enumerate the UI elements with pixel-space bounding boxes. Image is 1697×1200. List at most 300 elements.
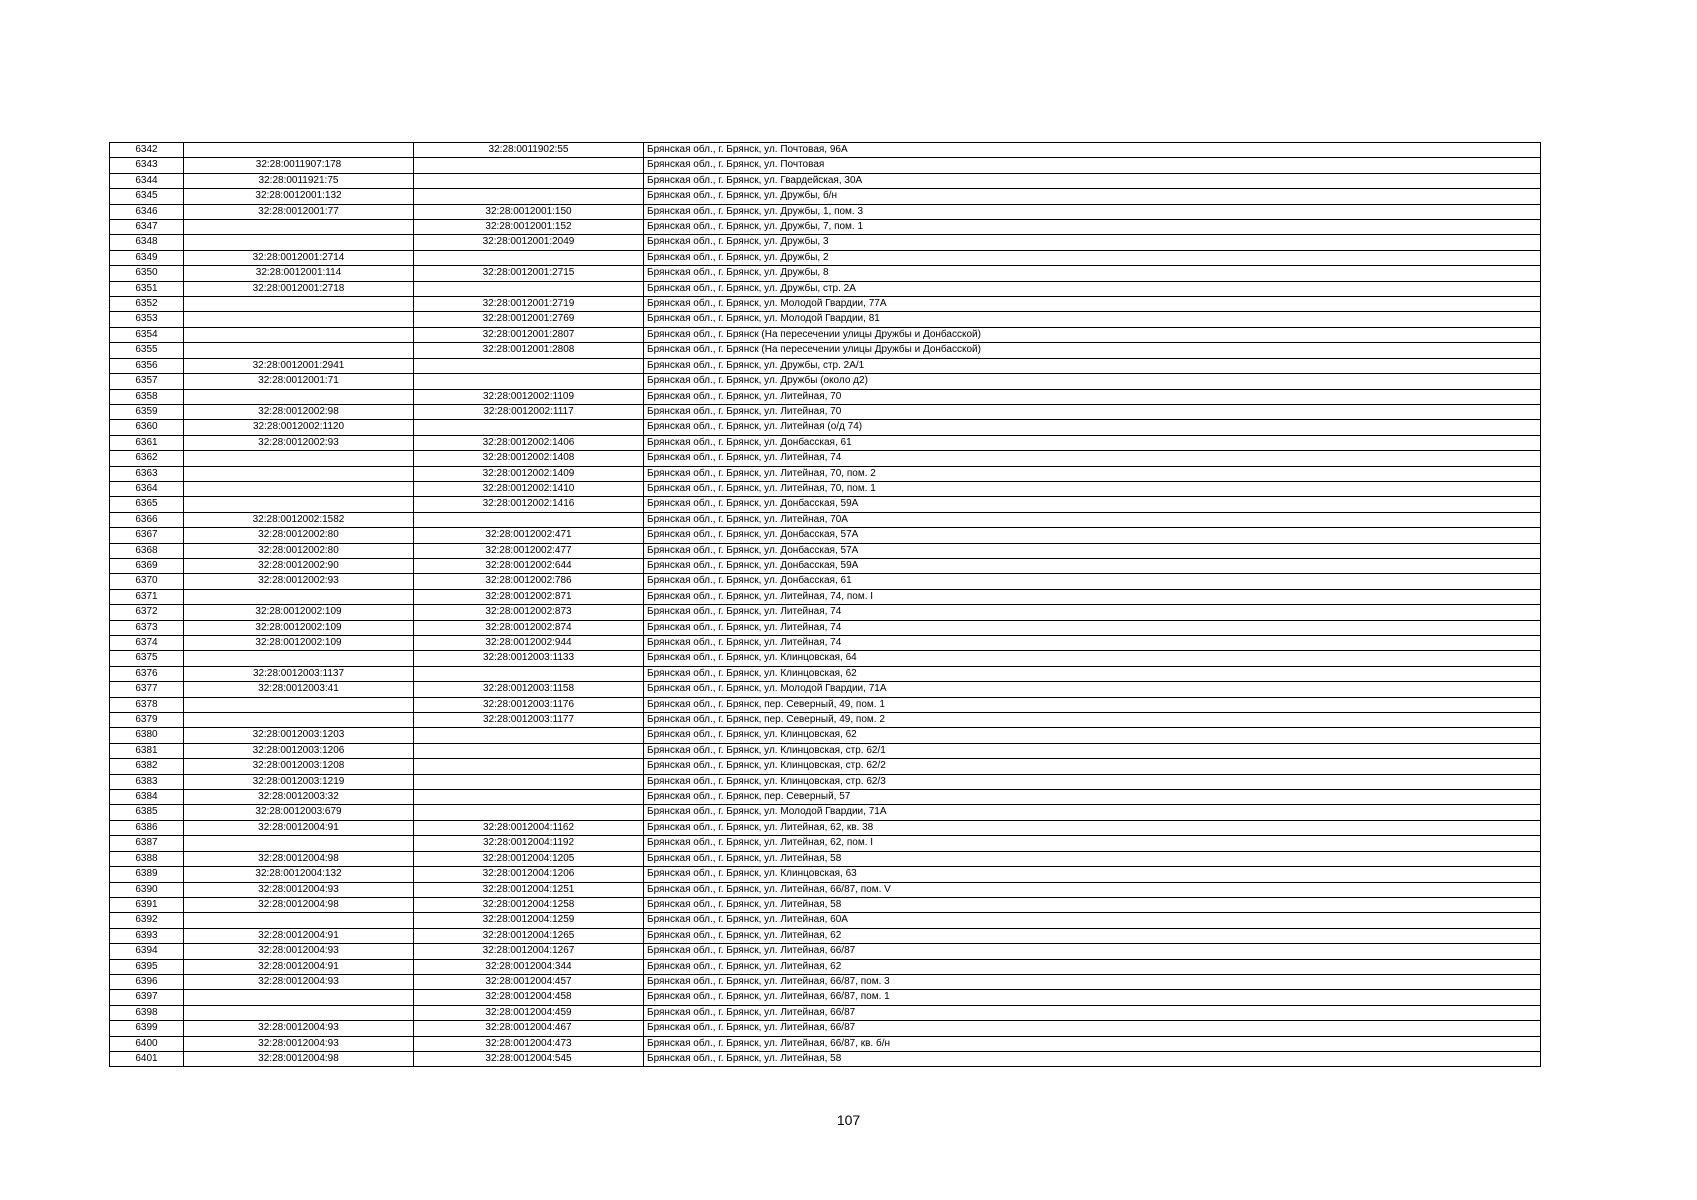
object-cadastral-number-cell: 32:28:0012002:1409 — [414, 466, 644, 481]
row-number-cell: 6372 — [110, 605, 184, 620]
address-cell: Брянская обл., г. Брянск, ул. Молодой Гвардии, 71А — [644, 682, 1541, 697]
land-cadastral-number-cell: 32:28:0012003:1219 — [184, 774, 414, 789]
address-cell: Брянская обл., г. Брянск, ул. Дружбы, 1, пом. 3 — [644, 204, 1541, 219]
table-row — [110, 374, 1541, 389]
land-cadastral-number-cell — [184, 990, 414, 1005]
row-number-cell: 6364 — [110, 481, 184, 496]
row-number-cell: 6369 — [110, 558, 184, 573]
table-row — [110, 297, 1541, 312]
address-cell: Брянская обл., г. Брянск, ул. Литейная, 70, пом. 1 — [644, 481, 1541, 496]
land-cadastral-number-cell — [184, 836, 414, 851]
address-cell: Брянская обл., г. Брянск, ул. Клинцовская, 64 — [644, 651, 1541, 666]
address-cell: Брянская обл., г. Брянск, ул. Дружбы, б/н — [644, 189, 1541, 204]
table-row — [110, 497, 1541, 512]
address-cell: Брянская обл., г. Брянск, ул. Клинцовская, 62 — [644, 728, 1541, 743]
address-cell: Брянская обл., г. Брянск, ул. Молодой Гвардии, 71А — [644, 805, 1541, 820]
land-cadastral-number-cell: 32:28:0012003:1208 — [184, 759, 414, 774]
land-cadastral-number-cell: 32:28:0012004:98 — [184, 897, 414, 912]
land-cadastral-number-cell: 32:28:0012002:93 — [184, 435, 414, 450]
address-cell: Брянская обл., г. Брянск, ул. Донбасская, 59А — [644, 497, 1541, 512]
address-cell: Брянская обл., г. Брянск, пер. Северный, 49, пом. 1 — [644, 697, 1541, 712]
object-cadastral-number-cell: 32:28:0012002:1416 — [414, 497, 644, 512]
address-cell: Брянская обл., г. Брянск, ул. Донбасская, 59А — [644, 558, 1541, 573]
row-number-cell: 6349 — [110, 250, 184, 265]
table-row — [110, 620, 1541, 635]
address-cell: Брянская обл., г. Брянск, ул. Почтовая — [644, 158, 1541, 173]
address-cell: Брянская обл., г. Брянск (На пересечении улицы Дружбы и Донбасской) — [644, 327, 1541, 342]
land-cadastral-number-cell: 32:28:0012004:132 — [184, 867, 414, 882]
table-row — [110, 266, 1541, 281]
land-cadastral-number-cell — [184, 143, 414, 158]
address-cell: Брянская обл., г. Брянск, ул. Литейная, 74 — [644, 605, 1541, 620]
land-cadastral-number-cell: 32:28:0012001:2714 — [184, 250, 414, 265]
land-cadastral-number-cell: 32:28:0012001:2941 — [184, 358, 414, 373]
address-cell: Брянская обл., г. Брянск, ул. Клинцовская, 62 — [644, 666, 1541, 681]
address-cell: Брянская обл., г. Брянск, ул. Литейная, 60А — [644, 913, 1541, 928]
table-row — [110, 158, 1541, 173]
address-cell: Брянская обл., г. Брянск, ул. Литейная, 62 — [644, 959, 1541, 974]
object-cadastral-number-cell: 32:28:0012002:1109 — [414, 389, 644, 404]
address-cell: Брянская обл., г. Брянск, ул. Дружбы, стр. 2А/1 — [644, 358, 1541, 373]
table-row — [110, 389, 1541, 404]
row-number-cell: 6380 — [110, 728, 184, 743]
object-cadastral-number-cell — [414, 666, 644, 681]
row-number-cell: 6352 — [110, 297, 184, 312]
land-cadastral-number-cell — [184, 312, 414, 327]
table-row — [110, 882, 1541, 897]
table-row — [110, 944, 1541, 959]
row-number-cell: 6348 — [110, 235, 184, 250]
table-row — [110, 636, 1541, 651]
row-number-cell: 6393 — [110, 928, 184, 943]
land-cadastral-number-cell: 32:28:0012003:1206 — [184, 743, 414, 758]
row-number-cell: 6356 — [110, 358, 184, 373]
row-number-cell: 6387 — [110, 836, 184, 851]
object-cadastral-number-cell: 32:28:0012004:1205 — [414, 851, 644, 866]
object-cadastral-number-cell — [414, 189, 644, 204]
object-cadastral-number-cell: 32:28:0012004:1206 — [414, 867, 644, 882]
table-row — [110, 220, 1541, 235]
table-row — [110, 343, 1541, 358]
table-row — [110, 250, 1541, 265]
land-cadastral-number-cell: 32:28:0012004:93 — [184, 974, 414, 989]
address-cell: Брянская обл., г. Брянск, ул. Литейная, 66/87, пом. V — [644, 882, 1541, 897]
row-number-cell: 6351 — [110, 281, 184, 296]
row-number-cell: 6398 — [110, 1005, 184, 1020]
land-cadastral-number-cell — [184, 697, 414, 712]
row-number-cell: 6390 — [110, 882, 184, 897]
object-cadastral-number-cell: 32:28:0012004:1162 — [414, 820, 644, 835]
row-number-cell: 6342 — [110, 143, 184, 158]
row-number-cell: 6394 — [110, 944, 184, 959]
land-cadastral-number-cell: 32:28:0012001:2718 — [184, 281, 414, 296]
address-cell: Брянская обл., г. Брянск, ул. Литейная, 62, пом. I — [644, 836, 1541, 851]
table-row — [110, 851, 1541, 866]
address-cell: Брянская обл., г. Брянск, ул. Литейная, 74, пом. I — [644, 589, 1541, 604]
land-cadastral-number-cell: 32:28:0012004:91 — [184, 820, 414, 835]
land-cadastral-number-cell — [184, 235, 414, 250]
object-cadastral-number-cell — [414, 512, 644, 527]
table-row — [110, 204, 1541, 219]
address-cell: Брянская обл., г. Брянск, ул. Дружбы, 7, пом. 1 — [644, 220, 1541, 235]
table-row — [110, 327, 1541, 342]
object-cadastral-number-cell: 32:28:0012004:1259 — [414, 913, 644, 928]
table-row — [110, 358, 1541, 373]
land-cadastral-number-cell: 32:28:0012002:109 — [184, 620, 414, 635]
object-cadastral-number-cell: 32:28:0012002:871 — [414, 589, 644, 604]
address-cell: Брянская обл., г. Брянск, ул. Литейная, 66/87, кв. б/н — [644, 1036, 1541, 1051]
object-cadastral-number-cell — [414, 281, 644, 296]
row-number-cell: 6362 — [110, 451, 184, 466]
address-cell: Брянская обл., г. Брянск, ул. Клинцовская, 63 — [644, 867, 1541, 882]
object-cadastral-number-cell — [414, 774, 644, 789]
row-number-cell: 6358 — [110, 389, 184, 404]
object-cadastral-number-cell — [414, 728, 644, 743]
land-cadastral-number-cell: 32:28:0012004:91 — [184, 959, 414, 974]
object-cadastral-number-cell — [414, 374, 644, 389]
table-row — [110, 897, 1541, 912]
land-cadastral-number-cell — [184, 327, 414, 342]
object-cadastral-number-cell: 32:28:0012004:545 — [414, 1051, 644, 1066]
object-cadastral-number-cell: 32:28:0012001:2715 — [414, 266, 644, 281]
object-cadastral-number-cell: 32:28:0012002:944 — [414, 636, 644, 651]
land-cadastral-number-cell — [184, 497, 414, 512]
land-cadastral-number-cell: 32:28:0012001:114 — [184, 266, 414, 281]
row-number-cell: 6350 — [110, 266, 184, 281]
land-cadastral-number-cell — [184, 1005, 414, 1020]
land-cadastral-number-cell: 32:28:0012004:93 — [184, 882, 414, 897]
land-cadastral-number-cell: 32:28:0012002:1120 — [184, 420, 414, 435]
address-cell: Брянская обл., г. Брянск, ул. Молодой Гвардии, 81 — [644, 312, 1541, 327]
row-number-cell: 6345 — [110, 189, 184, 204]
row-number-cell: 6396 — [110, 974, 184, 989]
table-row — [110, 867, 1541, 882]
row-number-cell: 6384 — [110, 790, 184, 805]
object-cadastral-number-cell: 32:28:0012004:1265 — [414, 928, 644, 943]
land-cadastral-number-cell — [184, 466, 414, 481]
table-row — [110, 281, 1541, 296]
table-row — [110, 543, 1541, 558]
row-number-cell: 6381 — [110, 743, 184, 758]
land-cadastral-number-cell: 32:28:0011907:178 — [184, 158, 414, 173]
row-number-cell: 6359 — [110, 404, 184, 419]
table-row — [110, 420, 1541, 435]
object-cadastral-number-cell: 32:28:0012002:873 — [414, 605, 644, 620]
row-number-cell: 6346 — [110, 204, 184, 219]
table-row — [110, 836, 1541, 851]
object-cadastral-number-cell: 32:28:0012001:2807 — [414, 327, 644, 342]
table-row — [110, 558, 1541, 573]
registry-sheet — [109, 142, 1541, 1067]
table-row — [110, 404, 1541, 419]
land-cadastral-number-cell — [184, 589, 414, 604]
registry-table-body — [110, 143, 1541, 1067]
object-cadastral-number-cell: 32:28:0012004:1267 — [414, 944, 644, 959]
table-row — [110, 728, 1541, 743]
address-cell: Брянская обл., г. Брянск, пер. Северный, 49, пом. 2 — [644, 713, 1541, 728]
address-cell: Брянская обл., г. Брянск, ул. Клинцовская, стр. 62/1 — [644, 743, 1541, 758]
object-cadastral-number-cell: 32:28:0012004:1251 — [414, 882, 644, 897]
address-cell: Брянская обл., г. Брянск, ул. Донбасская, 57А — [644, 543, 1541, 558]
land-cadastral-number-cell: 32:28:0012004:98 — [184, 851, 414, 866]
row-number-cell: 6374 — [110, 636, 184, 651]
address-cell: Брянская обл., г. Брянск, ул. Литейная, 70, пом. 2 — [644, 466, 1541, 481]
table-row — [110, 528, 1541, 543]
row-number-cell: 6357 — [110, 374, 184, 389]
object-cadastral-number-cell — [414, 250, 644, 265]
table-row — [110, 1021, 1541, 1036]
land-cadastral-number-cell: 32:28:0012003:41 — [184, 682, 414, 697]
land-cadastral-number-cell — [184, 913, 414, 928]
address-cell: Брянская обл., г. Брянск, ул. Литейная, 66/87, пом. 3 — [644, 974, 1541, 989]
object-cadastral-number-cell: 32:28:0012002:644 — [414, 558, 644, 573]
row-number-cell: 6360 — [110, 420, 184, 435]
land-cadastral-number-cell: 32:28:0012004:93 — [184, 1021, 414, 1036]
object-cadastral-number-cell: 32:28:0012001:2719 — [414, 297, 644, 312]
address-cell: Брянская обл., г. Брянск, ул. Литейная, 66/87 — [644, 1005, 1541, 1020]
table-row — [110, 466, 1541, 481]
address-cell: Брянская обл., г. Брянск, ул. Донбасская, 61 — [644, 435, 1541, 450]
address-cell: Брянская обл., г. Брянск, ул. Литейная, 70 — [644, 404, 1541, 419]
table-row — [110, 774, 1541, 789]
address-cell: Брянская обл., г. Брянск, ул. Литейная, 66/87 — [644, 1021, 1541, 1036]
table-row — [110, 682, 1541, 697]
address-cell: Брянская обл., г. Брянск, ул. Литейная, 58 — [644, 1051, 1541, 1066]
row-number-cell: 6375 — [110, 651, 184, 666]
table-row — [110, 189, 1541, 204]
land-cadastral-number-cell — [184, 651, 414, 666]
address-cell: Брянская обл., г. Брянск, ул. Дружбы, 3 — [644, 235, 1541, 250]
object-cadastral-number-cell — [414, 158, 644, 173]
land-cadastral-number-cell: 32:28:0012003:1137 — [184, 666, 414, 681]
table-row — [110, 697, 1541, 712]
object-cadastral-number-cell: 32:28:0012002:1410 — [414, 481, 644, 496]
table-row — [110, 1051, 1541, 1066]
land-cadastral-number-cell: 32:28:0012003:1203 — [184, 728, 414, 743]
row-number-cell: 6392 — [110, 913, 184, 928]
land-cadastral-number-cell: 32:28:0012003:679 — [184, 805, 414, 820]
page-number: 107 — [836, 1112, 861, 1128]
row-number-cell: 6361 — [110, 435, 184, 450]
table-row — [110, 805, 1541, 820]
land-cadastral-number-cell: 32:28:0012002:90 — [184, 558, 414, 573]
land-cadastral-number-cell: 32:28:0012001:132 — [184, 189, 414, 204]
row-number-cell: 6401 — [110, 1051, 184, 1066]
registry-table — [109, 142, 1541, 1067]
object-cadastral-number-cell — [414, 759, 644, 774]
table-row — [110, 651, 1541, 666]
row-number-cell: 6383 — [110, 774, 184, 789]
address-cell: Брянская обл., г. Брянск, ул. Донбасская, 61 — [644, 574, 1541, 589]
address-cell: Брянская обл., г. Брянск, ул. Литейная, 58 — [644, 897, 1541, 912]
land-cadastral-number-cell: 32:28:0012004:93 — [184, 944, 414, 959]
row-number-cell: 6354 — [110, 327, 184, 342]
address-cell: Брянская обл., г. Брянск, ул. Дружбы, 8 — [644, 266, 1541, 281]
table-row — [110, 959, 1541, 974]
object-cadastral-number-cell: 32:28:0012003:1158 — [414, 682, 644, 697]
address-cell: Брянская обл., г. Брянск, ул. Молодой Гвардии, 77А — [644, 297, 1541, 312]
land-cadastral-number-cell — [184, 389, 414, 404]
address-cell: Брянская обл., г. Брянск, ул. Литейная, 70А — [644, 512, 1541, 527]
address-cell: Брянская обл., г. Брянск, ул. Литейная, 62 — [644, 928, 1541, 943]
row-number-cell: 6397 — [110, 990, 184, 1005]
object-cadastral-number-cell: 32:28:0012002:786 — [414, 574, 644, 589]
land-cadastral-number-cell — [184, 297, 414, 312]
object-cadastral-number-cell: 32:28:0012002:477 — [414, 543, 644, 558]
object-cadastral-number-cell: 32:28:0012004:1258 — [414, 897, 644, 912]
row-number-cell: 6395 — [110, 959, 184, 974]
row-number-cell: 6368 — [110, 543, 184, 558]
row-number-cell: 6377 — [110, 682, 184, 697]
object-cadastral-number-cell: 32:28:0012004:459 — [414, 1005, 644, 1020]
address-cell: Брянская обл., г. Брянск, ул. Литейная, 66/87, пом. 1 — [644, 990, 1541, 1005]
object-cadastral-number-cell — [414, 743, 644, 758]
land-cadastral-number-cell: 32:28:0012003:32 — [184, 790, 414, 805]
land-cadastral-number-cell — [184, 220, 414, 235]
land-cadastral-number-cell: 32:28:0012004:91 — [184, 928, 414, 943]
object-cadastral-number-cell — [414, 420, 644, 435]
row-number-cell: 6388 — [110, 851, 184, 866]
object-cadastral-number-cell — [414, 790, 644, 805]
row-number-cell: 6385 — [110, 805, 184, 820]
row-number-cell: 6373 — [110, 620, 184, 635]
row-number-cell: 6399 — [110, 1021, 184, 1036]
address-cell: Брянская обл., г. Брянск, ул. Донбасская, 57А — [644, 528, 1541, 543]
object-cadastral-number-cell: 32:28:0012002:874 — [414, 620, 644, 635]
land-cadastral-number-cell — [184, 343, 414, 358]
land-cadastral-number-cell: 32:28:0012001:77 — [184, 204, 414, 219]
row-number-cell: 6363 — [110, 466, 184, 481]
row-number-cell: 6400 — [110, 1036, 184, 1051]
object-cadastral-number-cell: 32:28:0012002:1408 — [414, 451, 644, 466]
row-number-cell: 6343 — [110, 158, 184, 173]
object-cadastral-number-cell — [414, 173, 644, 188]
table-row — [110, 666, 1541, 681]
object-cadastral-number-cell: 32:28:0012001:2808 — [414, 343, 644, 358]
table-row — [110, 312, 1541, 327]
land-cadastral-number-cell: 32:28:0012004:93 — [184, 1036, 414, 1051]
row-number-cell: 6378 — [110, 697, 184, 712]
address-cell: Брянская обл., г. Брянск, пер. Северный, 57 — [644, 790, 1541, 805]
row-number-cell: 6379 — [110, 713, 184, 728]
table-row — [110, 913, 1541, 928]
table-row — [110, 990, 1541, 1005]
table-row — [110, 759, 1541, 774]
object-cadastral-number-cell: 32:28:0012001:2049 — [414, 235, 644, 250]
address-cell: Брянская обл., г. Брянск, ул. Клинцовская, стр. 62/3 — [644, 774, 1541, 789]
land-cadastral-number-cell — [184, 481, 414, 496]
row-number-cell: 6389 — [110, 867, 184, 882]
address-cell: Брянская обл., г. Брянск, ул. Литейная, 74 — [644, 636, 1541, 651]
table-row — [110, 512, 1541, 527]
row-number-cell: 6347 — [110, 220, 184, 235]
object-cadastral-number-cell: 32:28:0012004:1192 — [414, 836, 644, 851]
row-number-cell: 6355 — [110, 343, 184, 358]
row-number-cell: 6353 — [110, 312, 184, 327]
object-cadastral-number-cell: 32:28:0012001:152 — [414, 220, 644, 235]
address-cell: Брянская обл., г. Брянск, ул. Литейная, 58 — [644, 851, 1541, 866]
address-cell: Брянская обл., г. Брянск, ул. Дружбы, стр. 2А — [644, 281, 1541, 296]
address-cell: Брянская обл., г. Брянск, ул. Литейная, 66/87 — [644, 944, 1541, 959]
table-row — [110, 928, 1541, 943]
object-cadastral-number-cell: 32:28:0012004:457 — [414, 974, 644, 989]
address-cell: Брянская обл., г. Брянск, ул. Дружбы, 2 — [644, 250, 1541, 265]
table-row — [110, 1036, 1541, 1051]
table-row — [110, 451, 1541, 466]
object-cadastral-number-cell: 32:28:0012001:150 — [414, 204, 644, 219]
land-cadastral-number-cell: 32:28:0012002:80 — [184, 543, 414, 558]
address-cell: Брянская обл., г. Брянск, ул. Литейная (о/д 74) — [644, 420, 1541, 435]
land-cadastral-number-cell: 32:28:0012002:80 — [184, 528, 414, 543]
table-row — [110, 743, 1541, 758]
table-row — [110, 605, 1541, 620]
object-cadastral-number-cell: 32:28:0012004:467 — [414, 1021, 644, 1036]
object-cadastral-number-cell: 32:28:0012003:1176 — [414, 697, 644, 712]
object-cadastral-number-cell: 32:28:0012004:458 — [414, 990, 644, 1005]
land-cadastral-number-cell: 32:28:0011921:75 — [184, 173, 414, 188]
table-row — [110, 589, 1541, 604]
address-cell: Брянская обл., г. Брянск, ул. Гвардейская, 30А — [644, 173, 1541, 188]
object-cadastral-number-cell: 32:28:0012002:471 — [414, 528, 644, 543]
land-cadastral-number-cell: 32:28:0012001:71 — [184, 374, 414, 389]
table-row — [110, 974, 1541, 989]
table-row — [110, 820, 1541, 835]
table-row — [110, 435, 1541, 450]
address-cell: Брянская обл., г. Брянск, ул. Литейная, 70 — [644, 389, 1541, 404]
land-cadastral-number-cell: 32:28:0012002:1582 — [184, 512, 414, 527]
row-number-cell: 6376 — [110, 666, 184, 681]
object-cadastral-number-cell: 32:28:0011902:55 — [414, 143, 644, 158]
land-cadastral-number-cell: 32:28:0012002:98 — [184, 404, 414, 419]
table-row — [110, 143, 1541, 158]
object-cadastral-number-cell — [414, 805, 644, 820]
object-cadastral-number-cell: 32:28:0012003:1177 — [414, 713, 644, 728]
table-row — [110, 481, 1541, 496]
address-cell: Брянская обл., г. Брянск (На пересечении улицы Дружбы и Донбасской) — [644, 343, 1541, 358]
object-cadastral-number-cell: 32:28:0012002:1117 — [414, 404, 644, 419]
object-cadastral-number-cell: 32:28:0012004:344 — [414, 959, 644, 974]
address-cell: Брянская обл., г. Брянск, ул. Почтовая, 96А — [644, 143, 1541, 158]
object-cadastral-number-cell: 32:28:0012001:2769 — [414, 312, 644, 327]
land-cadastral-number-cell — [184, 451, 414, 466]
row-number-cell: 6382 — [110, 759, 184, 774]
row-number-cell: 6370 — [110, 574, 184, 589]
object-cadastral-number-cell: 32:28:0012004:473 — [414, 1036, 644, 1051]
address-cell: Брянская обл., г. Брянск, ул. Клинцовская, стр. 62/2 — [644, 759, 1541, 774]
address-cell: Брянская обл., г. Брянск, ул. Литейная, 74 — [644, 451, 1541, 466]
table-row — [110, 1005, 1541, 1020]
object-cadastral-number-cell — [414, 358, 644, 373]
row-number-cell: 6365 — [110, 497, 184, 512]
row-number-cell: 6367 — [110, 528, 184, 543]
address-cell: Брянская обл., г. Брянск, ул. Дружбы (около д2) — [644, 374, 1541, 389]
table-row — [110, 574, 1541, 589]
land-cadastral-number-cell: 32:28:0012004:98 — [184, 1051, 414, 1066]
land-cadastral-number-cell: 32:28:0012002:93 — [184, 574, 414, 589]
object-cadastral-number-cell: 32:28:0012003:1133 — [414, 651, 644, 666]
row-number-cell: 6386 — [110, 820, 184, 835]
row-number-cell: 6371 — [110, 589, 184, 604]
table-row — [110, 713, 1541, 728]
table-row — [110, 173, 1541, 188]
row-number-cell: 6344 — [110, 173, 184, 188]
row-number-cell: 6391 — [110, 897, 184, 912]
table-row — [110, 790, 1541, 805]
address-cell: Брянская обл., г. Брянск, ул. Литейная, 74 — [644, 620, 1541, 635]
object-cadastral-number-cell: 32:28:0012002:1406 — [414, 435, 644, 450]
land-cadastral-number-cell: 32:28:0012002:109 — [184, 636, 414, 651]
land-cadastral-number-cell: 32:28:0012002:109 — [184, 605, 414, 620]
